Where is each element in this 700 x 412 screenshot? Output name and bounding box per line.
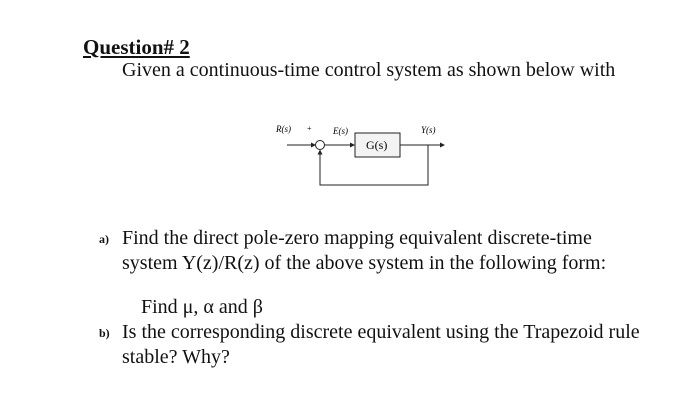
part-a-marker: a): [99, 232, 109, 246]
summing-junction: [316, 141, 325, 150]
error-arrowhead: [350, 143, 355, 148]
summing-sign: +: [307, 124, 312, 133]
error-label: E(s): [333, 126, 348, 136]
block-diagram: [265, 118, 465, 196]
question-heading: Question# 2: [83, 35, 190, 59]
output-arrowhead: [440, 143, 445, 148]
plant-block-label: G(s): [366, 138, 388, 152]
output-label: Y(s): [421, 125, 436, 135]
input-label: R(s): [276, 124, 291, 134]
part-b-marker: b): [99, 326, 110, 340]
question-intro: Given a continuous-time control system as shown below with: [122, 59, 616, 81]
part-a-subtext: Find μ, α and β: [141, 296, 263, 318]
feedback-arrowhead: [318, 150, 323, 155]
part-b-text: Is the corresponding discrete equivalent using the Trapezoid rule stable? Why?: [122, 321, 640, 368]
part-a-text: Find the direct pole-zero mapping equivalent discrete-time system Y(z)/R(z) of the above system in the following form:: [122, 227, 607, 274]
question-part-b: [99, 320, 649, 380]
